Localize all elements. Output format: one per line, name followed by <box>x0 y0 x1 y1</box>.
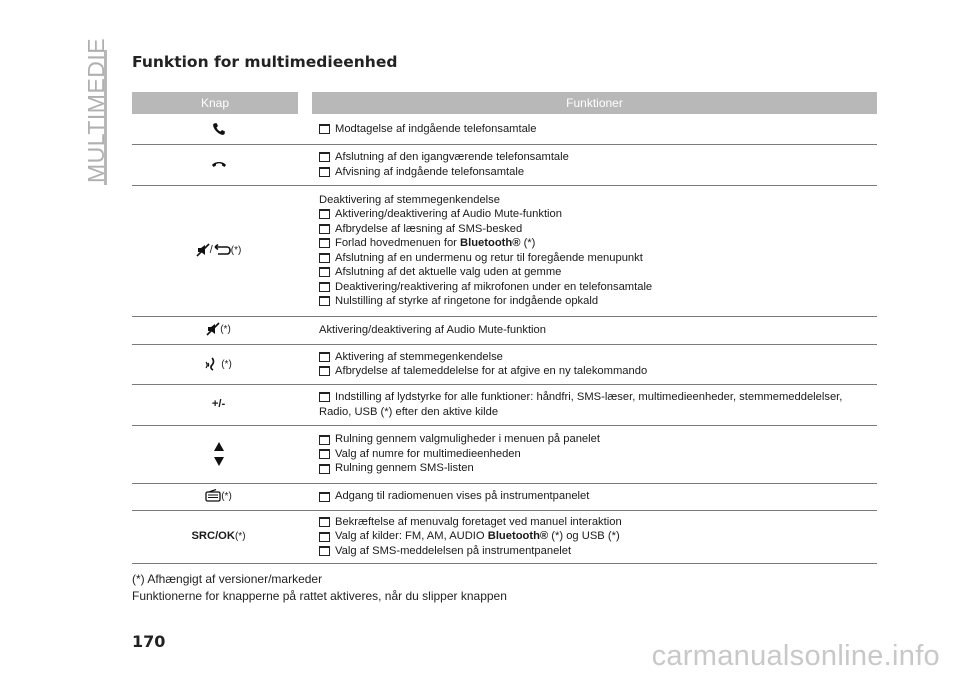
table-row <box>132 316 877 344</box>
function-bullet <box>319 294 877 309</box>
table-row <box>132 344 877 384</box>
bullet-text: Deaktivering/reaktivering af mikrofonen under en telefonsamtale <box>335 280 653 293</box>
function-cell <box>305 114 877 144</box>
table-row <box>132 185 877 316</box>
section-title: Funktion for multimedieenhed <box>132 53 398 71</box>
bullet-text: Afslutning af den igangværende telefonsamtale <box>335 151 569 163</box>
bullet-box-icon <box>319 296 330 306</box>
function-cell <box>305 316 877 344</box>
bullet-box-icon <box>319 238 330 248</box>
bullet-text-group <box>335 447 521 462</box>
bullet-text: Valg af numre for multimedieenheden <box>335 447 521 460</box>
bullet-text-group <box>335 207 562 222</box>
header-funktioner: Funktioner <box>305 92 877 114</box>
bullet-box-icon <box>319 464 330 474</box>
function-cell <box>305 384 877 425</box>
bullet-after: (*) <box>520 237 536 249</box>
function-bullet <box>319 280 877 295</box>
button-cell <box>132 144 305 185</box>
bullet-box-icon <box>319 124 330 134</box>
bullet-text-group <box>335 390 842 405</box>
function-bullet <box>319 390 877 405</box>
footnote-release: Funktionerne for knapperne på rattet aktiveres, når du slipper knappen <box>132 589 507 603</box>
function-bullet <box>319 432 877 447</box>
bullet-text-group <box>335 364 647 379</box>
function-cell <box>305 344 877 384</box>
arrow-up-icon <box>214 442 224 451</box>
button-cell <box>132 185 305 316</box>
bullet-text: Afslutning af det aktuelle valg uden at gemme <box>335 266 562 278</box>
bullet-text: Afvisning af indgående telefonsamtale <box>335 165 525 178</box>
bullet-box-icon <box>319 253 330 263</box>
voice-icon <box>205 356 221 372</box>
table-row <box>132 510 877 563</box>
bullet-text: Nulstilling af styrke af ringetone for indgående opkald <box>335 295 599 307</box>
bullet-text-group <box>335 150 569 165</box>
function-bullet <box>319 515 877 530</box>
footnotes <box>132 571 507 605</box>
esc-icon <box>213 244 231 256</box>
arrows-group <box>132 442 305 466</box>
bullet-text-group <box>335 236 535 251</box>
bullet-box-icon <box>319 282 330 292</box>
bullet-text: Afslutning af en undermenu og retur til foregående menupunkt <box>335 251 643 264</box>
page-number: 170 <box>132 632 166 651</box>
function-cell <box>305 185 877 316</box>
function-continuation <box>319 405 877 420</box>
function-cell <box>305 425 877 483</box>
bullet-text-group <box>335 265 561 280</box>
button-cell <box>132 316 305 344</box>
bullet-box-icon <box>319 517 330 527</box>
bullet-box-icon <box>319 546 330 556</box>
mute-icon <box>206 322 220 336</box>
bullet-text: Rulning gennem SMS-listen <box>335 462 474 475</box>
bullet-text-group <box>335 489 589 504</box>
bullet-text: Adgang til radiomenuen vises på instrumentpanelet <box>335 490 590 503</box>
arrow-down-icon <box>214 457 224 466</box>
version-marker: (*) <box>221 490 232 502</box>
function-bullet <box>319 222 877 237</box>
bullet-box-icon <box>319 167 330 177</box>
bullet-text-group <box>335 350 503 365</box>
table-row <box>132 483 877 510</box>
function-intro: Deaktivering af stemmegenkendelse <box>319 193 500 206</box>
bullet-box-icon <box>319 449 330 459</box>
phone-hangup-icon <box>211 159 227 169</box>
bullet-box-icon <box>319 352 330 362</box>
bullet-box-icon <box>319 392 330 402</box>
bullet-text: Bekræftelse af menuvalg foretaget ved manuel interaktion <box>335 515 622 528</box>
bullet-text: Afbrydelse af talemeddelelse for at afgive en ny talekommando <box>335 365 648 377</box>
function-bullet <box>319 251 877 266</box>
bullet-text-group <box>335 529 620 544</box>
bullet-box-icon <box>319 366 330 376</box>
side-tab-label: MULTIMEDIE <box>83 37 109 183</box>
table-row <box>132 144 877 185</box>
button-function-table <box>132 92 877 564</box>
bullet-bold: Bluetooth® <box>487 530 549 543</box>
bullet-text-group <box>335 280 652 295</box>
radio-icon <box>205 489 221 502</box>
function-bullet <box>319 236 877 251</box>
table-header-row <box>132 92 877 114</box>
version-marker: (*) <box>220 324 231 336</box>
bullet-text-group <box>335 515 622 530</box>
bullet-box-icon <box>319 435 330 445</box>
bullet-text: Afbrydelse af læsning af SMS-besked <box>335 222 523 235</box>
bullet-text-group <box>335 165 524 180</box>
function-bullet <box>319 489 877 504</box>
button-cell <box>132 425 305 483</box>
separator: / <box>209 243 213 256</box>
bullet-text-group <box>335 122 537 137</box>
bullet-text-group <box>335 251 643 266</box>
function-bullet <box>319 447 877 462</box>
button-cell <box>132 483 305 510</box>
bullet-text-group <box>335 294 598 309</box>
bullet-box-icon <box>319 152 330 162</box>
table-row <box>132 384 877 425</box>
bullet-after: (*) og USB (*) <box>548 530 620 543</box>
function-bullet <box>319 265 877 280</box>
function-bullet <box>319 364 877 379</box>
bullet-bold: Bluetooth® <box>460 237 521 249</box>
version-marker: (*) <box>230 244 242 256</box>
bullet-text-group <box>335 461 474 476</box>
bullet-text-group <box>335 544 571 559</box>
mute-icon <box>196 243 210 257</box>
bullet-text: Valg af SMS-meddelelsen på instrumentpanelet <box>335 544 572 557</box>
bullet-text: Aktivering af stemmegenkendelse <box>335 350 503 363</box>
function-cell <box>305 483 877 510</box>
bullet-text-group <box>335 432 600 447</box>
bullet-text: Valg af kilder: FM, AM, AUDIO <box>335 530 488 543</box>
bullet-box-icon <box>319 224 330 234</box>
button-label: SRC/OK <box>191 529 235 542</box>
button-cell <box>132 344 305 384</box>
bullet-box-icon <box>319 209 330 219</box>
button-label: +/- <box>211 398 226 411</box>
bullet-text: Indstilling af lydstyrke for alle funktioner: håndfri, SMS-læser, multimedieenheder, stemmemeddelelser, <box>335 391 843 403</box>
bullet-box-icon <box>319 492 330 502</box>
function-cell <box>305 510 877 563</box>
function-intro-line <box>319 193 877 208</box>
function-bullet <box>319 350 877 365</box>
bullet-text: Rulning gennem valgmuligheder i menuen på panelet <box>335 433 600 446</box>
function-bullet <box>319 544 877 559</box>
version-marker: (*) <box>234 530 246 542</box>
version-marker: (*) <box>221 358 232 370</box>
bullet-text: Aktivering/deaktivering af Audio Mute-funktion <box>335 208 562 220</box>
button-cell <box>132 510 305 563</box>
header-knap: Knap <box>132 92 305 114</box>
button-cell <box>132 384 305 425</box>
bullet-text-group <box>335 222 522 237</box>
function-bullet <box>319 122 877 137</box>
function-cell <box>305 144 877 185</box>
footnote-versions: (*) Afhængigt af versioner/markeder <box>132 572 323 586</box>
button-cell <box>132 114 305 144</box>
watermark: carmanualsonline.info <box>651 640 940 672</box>
function-bullet <box>319 529 877 544</box>
bullet-text: Modtagelse af indgående telefonsamtale <box>335 122 537 135</box>
function-text: Aktivering/deaktivering af Audio Mute-funktion <box>319 323 546 336</box>
continuation-text: Radio, USB (*) efter den aktive kilde <box>319 405 499 418</box>
bullet-box-icon <box>319 532 330 542</box>
function-bullet <box>319 207 877 222</box>
function-bullet <box>319 461 877 476</box>
table-row <box>132 114 877 144</box>
bullet-text: Forlad hovedmenuen for <box>335 237 461 249</box>
function-bullet <box>319 150 877 165</box>
function-bullet <box>319 165 877 180</box>
table-row <box>132 425 877 483</box>
bullet-box-icon <box>319 267 330 277</box>
phone-answer-icon <box>212 122 226 136</box>
side-chapter-tab <box>83 37 109 185</box>
